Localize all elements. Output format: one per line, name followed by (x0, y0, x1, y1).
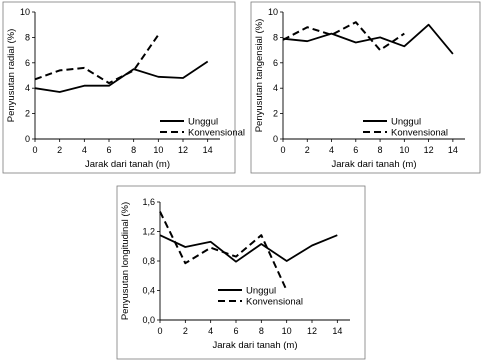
x-tick-label: 14 (202, 145, 213, 155)
x-tick-label: 6 (353, 145, 359, 155)
legend-label-konvensional: Konvensional (391, 127, 449, 139)
x-tick-label: 0 (280, 145, 286, 155)
chart-frame (3, 2, 235, 173)
y-tick-label: 0 (24, 134, 30, 144)
x-tick-label: 0 (32, 145, 38, 155)
x-tick-label: 2 (57, 145, 63, 155)
x-tick-label: 6 (233, 326, 239, 336)
x-tick-label: 12 (306, 326, 318, 336)
y-tick-label: 0,0 (142, 315, 155, 325)
x-tick-label: 10 (281, 326, 292, 336)
x-tick-label: 0 (157, 326, 163, 336)
chart-frame (117, 186, 365, 359)
chart-3 (117, 186, 365, 359)
x-tick-label: 2 (304, 145, 310, 155)
x-axis-label: Jarak dari tanah (m) (84, 159, 171, 170)
x-tick-label: 12 (177, 145, 189, 155)
chart-2 (251, 2, 480, 173)
y-tick-label: 4 (272, 83, 278, 94)
y-tick-label: 10 (267, 7, 278, 17)
y-tick-label: 2 (24, 108, 30, 119)
x-axis-label: Jarak dari tanah (m) (212, 340, 298, 351)
y-tick-label: 0,4 (142, 285, 155, 296)
y-axis-label: Penyusutan longitudinal (%) (120, 201, 131, 321)
legend-label-unggul: Unggul (188, 116, 219, 128)
legend-label-unggul: Unggul (246, 285, 277, 297)
x-tick-label: 10 (399, 145, 410, 155)
x-tick-label: 4 (208, 326, 214, 336)
x-tick-label: 14 (447, 145, 458, 155)
x-tick-label: 8 (258, 326, 264, 336)
y-tick-label: 6 (272, 57, 278, 68)
y-axis-label: Penyusutan radial (%) (6, 28, 17, 123)
y-tick-label: 2 (272, 108, 278, 119)
x-tick-label: 14 (332, 326, 343, 336)
chart-1 (3, 2, 245, 173)
legend-label-konvensional: Konvensional (188, 127, 246, 139)
x-axis-label: Jarak dari tanah (m) (331, 159, 417, 170)
y-tick-label: 8 (24, 32, 30, 43)
y-tick-label: 0 (272, 134, 278, 144)
x-tick-label: 8 (131, 145, 137, 155)
x-tick-label: 10 (153, 145, 164, 155)
y-axis-label: Penyusutan tangensial (%) (254, 18, 265, 133)
y-tick-label: 10 (19, 7, 30, 17)
y-tick-label: 4 (24, 83, 30, 94)
y-tick-label: 1,6 (142, 197, 155, 207)
x-tick-label: 6 (106, 145, 112, 155)
y-tick-label: 1,2 (142, 226, 155, 237)
x-tick-label: 8 (377, 145, 383, 155)
y-tick-label: 0,8 (142, 256, 155, 266)
x-tick-label: 4 (81, 145, 87, 155)
y-tick-label: 6 (24, 57, 30, 68)
legend-label-unggul: Unggul (391, 116, 422, 128)
y-tick-label: 8 (272, 32, 278, 43)
x-tick-label: 4 (329, 145, 335, 155)
legend-label-konvensional: Konvensional (246, 296, 304, 308)
x-tick-label: 12 (423, 145, 434, 155)
x-tick-label: 2 (182, 326, 188, 336)
